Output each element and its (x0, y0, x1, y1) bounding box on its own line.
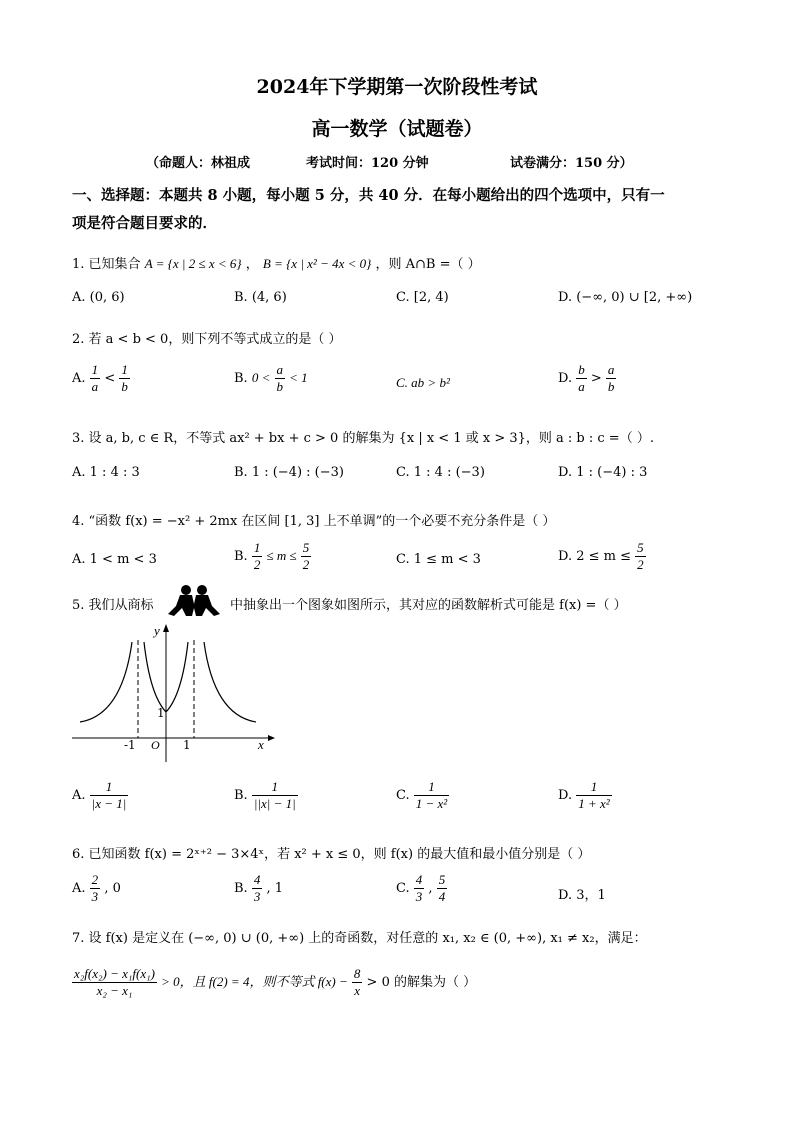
q7-end-text: > 0 的解集为（ ） (366, 975, 477, 990)
denominator: b (607, 379, 615, 394)
full-score: 试卷满分：150 分） (510, 156, 633, 171)
fraction (275, 362, 286, 395)
question-6: 6. 已知函数 f(x) = 2ˣ⁺² − 3×4ˣ，若 x² + x ≤ 0，则 f(x) 的最大值和最小值分别是（ ） (72, 847, 591, 862)
q4-option-a: A. 1 < m < 3 (72, 552, 157, 567)
question-5-start: 5. 我们从商标 (72, 598, 154, 613)
q2-option-d (558, 362, 616, 395)
numerator: 8 (353, 966, 361, 981)
question-3: 3. 设 a, b, c ∈ R，不等式 ax² + bx + c > 0 的解集为 {x | x < 1 或 x > 3}，则 a : b : c =（ ）. (72, 431, 654, 446)
denominator: 3 (91, 889, 99, 904)
numerator: 1 (252, 779, 298, 796)
numerator: 1 (576, 779, 611, 796)
exam-time: 考试时间：120 分钟 (306, 156, 429, 171)
q1-set-b: B = {x | x² − 4x < 0} (262, 256, 372, 271)
question-7-cont (72, 966, 476, 999)
q2-option-b (234, 362, 308, 395)
fraction (90, 872, 101, 905)
question-5-end: 中抽象出一个图象如图所示，其对应的函数解析式可能是 f(x) =（ ） (230, 598, 627, 613)
operator: < 1 (289, 370, 308, 385)
numerator: 4 (253, 872, 261, 887)
y-tick-one: 1 (157, 706, 165, 720)
y-axis-label: y (154, 623, 160, 638)
q4-option-b (234, 540, 311, 573)
numerator: 5 (637, 540, 644, 555)
q5-option-b-label: B. (234, 788, 248, 803)
fraction (301, 540, 312, 573)
fraction (576, 362, 587, 395)
operator: , (428, 881, 433, 896)
q7-mid-text: > 0，且 f(2) = 4，则不等式 f(x) − (161, 974, 348, 989)
question-2: 2. 若 a < b < 0，则下列不等式成立的是（ ） (72, 332, 342, 347)
q3-option-c: C. 1 : 4 : (−3) (396, 465, 485, 480)
denominator: a (578, 379, 585, 394)
operator: , 0 (104, 881, 121, 896)
q6-option-b (234, 872, 283, 905)
q2-option-d-label: D. (558, 371, 573, 386)
q6-option-a (72, 872, 121, 905)
x-axis-label: x (258, 737, 264, 752)
q6-option-c-label: C. (396, 881, 410, 896)
fraction (90, 362, 101, 395)
question-7: 7. 设 f(x) 是定义在 (−∞, 0) ∪ (0, +∞) 上的奇函数，对任意的 x₁, x₂ ∈ (0, +∞), x₁ ≠ x₂，满足： (72, 931, 647, 946)
numerator: 4 (415, 872, 423, 887)
q2-option-a (72, 362, 130, 395)
numerator: 2 (91, 872, 99, 887)
q5-option-c-label: C. (396, 788, 410, 803)
fraction (414, 872, 425, 905)
numerator: 1 (414, 779, 449, 796)
fraction (635, 540, 646, 573)
author: （命题人：林祖成 (146, 156, 251, 171)
numerator: 1 (253, 540, 261, 555)
denominator: a (91, 379, 99, 394)
operator: ≤ m ≤ (266, 548, 297, 563)
fraction (90, 779, 129, 812)
fraction (72, 966, 157, 999)
operator: , 1 (266, 881, 284, 896)
denominator: 2 (637, 557, 644, 572)
numerator: b (578, 362, 585, 377)
denominator: x₂ − x₁ (96, 983, 133, 998)
fraction (352, 966, 363, 999)
q1-option-c: C. [2, 4) (396, 290, 449, 305)
q5-option-c (396, 779, 449, 812)
q3-option-b: B. 1 : (−4) : (−3) (234, 465, 344, 480)
kappa-logo-icon (162, 584, 226, 618)
numerator: 1 (90, 779, 129, 796)
q5-option-a-label: A. (72, 788, 86, 803)
denominator: 3 (415, 889, 423, 904)
q2-option-b-label: B. (234, 371, 248, 386)
q5-option-d (558, 779, 612, 812)
q5-option-a (72, 779, 128, 812)
q4-option-b-label: B. (234, 549, 248, 564)
q1-tail: ，则 A∩B =（ ） (375, 257, 481, 272)
denominator: 4 (438, 889, 446, 904)
q2-option-a-label: A. (72, 371, 86, 386)
exam-title: 2024年下学期第一次阶段性考试 (256, 76, 538, 98)
denominator: b (276, 379, 283, 394)
origin-label: O (151, 738, 160, 752)
denominator: 1 − x² (415, 796, 448, 811)
q1-option-b: B. (4, 6) (234, 290, 287, 305)
q1-set-a: A = {x | 2 ≤ x < 6} (144, 256, 242, 271)
q6-option-c (396, 872, 447, 905)
fraction (576, 779, 611, 812)
fraction (606, 362, 617, 395)
denominator: ||x| − 1| (253, 796, 296, 811)
numerator: a (607, 362, 615, 377)
denominator: 1 + x² (578, 796, 610, 811)
q4-option-d-label: D. 2 ≤ m ≤ (558, 549, 632, 564)
q1-num: 1. 已知集合 (72, 257, 141, 272)
q6-option-b-label: B. (234, 881, 248, 896)
denominator: 3 (253, 889, 261, 904)
q5-option-d-label: D. (558, 788, 573, 803)
q2-option-c: C. ab > b² (396, 375, 450, 390)
fraction (252, 779, 298, 812)
denominator: 2 (302, 557, 310, 572)
exam-subtitle: 高一数学（试题卷） (311, 118, 483, 140)
numerator: 1 (91, 362, 99, 377)
denominator: b (121, 379, 128, 394)
q1-option-d: D. (−∞, 0) ∪ [2, +∞) (558, 290, 693, 305)
numerator: a (276, 362, 283, 377)
question-1 (72, 253, 481, 272)
section-heading-cont: 项是符合题目要求的． (72, 215, 217, 232)
q5-option-b (234, 779, 298, 812)
q3-option-d: D. 1 : (−4) : 3 (558, 465, 648, 480)
denominator: |x − 1| (91, 796, 127, 811)
fraction (252, 540, 263, 573)
q4-option-c: C. 1 ≤ m < 3 (396, 552, 481, 567)
denominator: x (354, 983, 361, 998)
numerator: x₂f(x₂) − x₁f(x₁) (74, 966, 155, 981)
fraction (437, 872, 448, 905)
q4-option-d (558, 540, 646, 573)
q6-option-a-label: A. (72, 881, 86, 896)
fraction (414, 779, 449, 812)
section-heading: 一、选择题：本题共 8 小题，每小题 5 分，共 40 分．在每小题给出的四个选项中，只有一 (72, 187, 665, 204)
function-graph (70, 620, 280, 765)
numerator: 5 (438, 872, 446, 887)
x-tick-neg-one: -1 (124, 738, 136, 752)
fraction (252, 872, 263, 905)
x-tick-one: 1 (183, 738, 191, 752)
operator: > (590, 371, 602, 386)
q1-option-a: A. (0, 6) (72, 290, 125, 305)
q1-comma: ， (245, 257, 259, 272)
operator: < (104, 371, 116, 386)
q6-option-d: D. 3，1 (558, 888, 606, 903)
operator: 0 < (251, 370, 271, 385)
fraction (119, 362, 130, 395)
numerator: 5 (302, 540, 310, 555)
denominator: 2 (253, 557, 261, 572)
q3-option-a: A. 1 : 4 : 3 (72, 465, 140, 480)
question-4: 4. “函数 f(x) = −x² + 2mx 在区间 [1, 3] 上不单调”的一个必要不充分条件是（ ） (72, 514, 556, 529)
numerator: 1 (121, 362, 128, 377)
